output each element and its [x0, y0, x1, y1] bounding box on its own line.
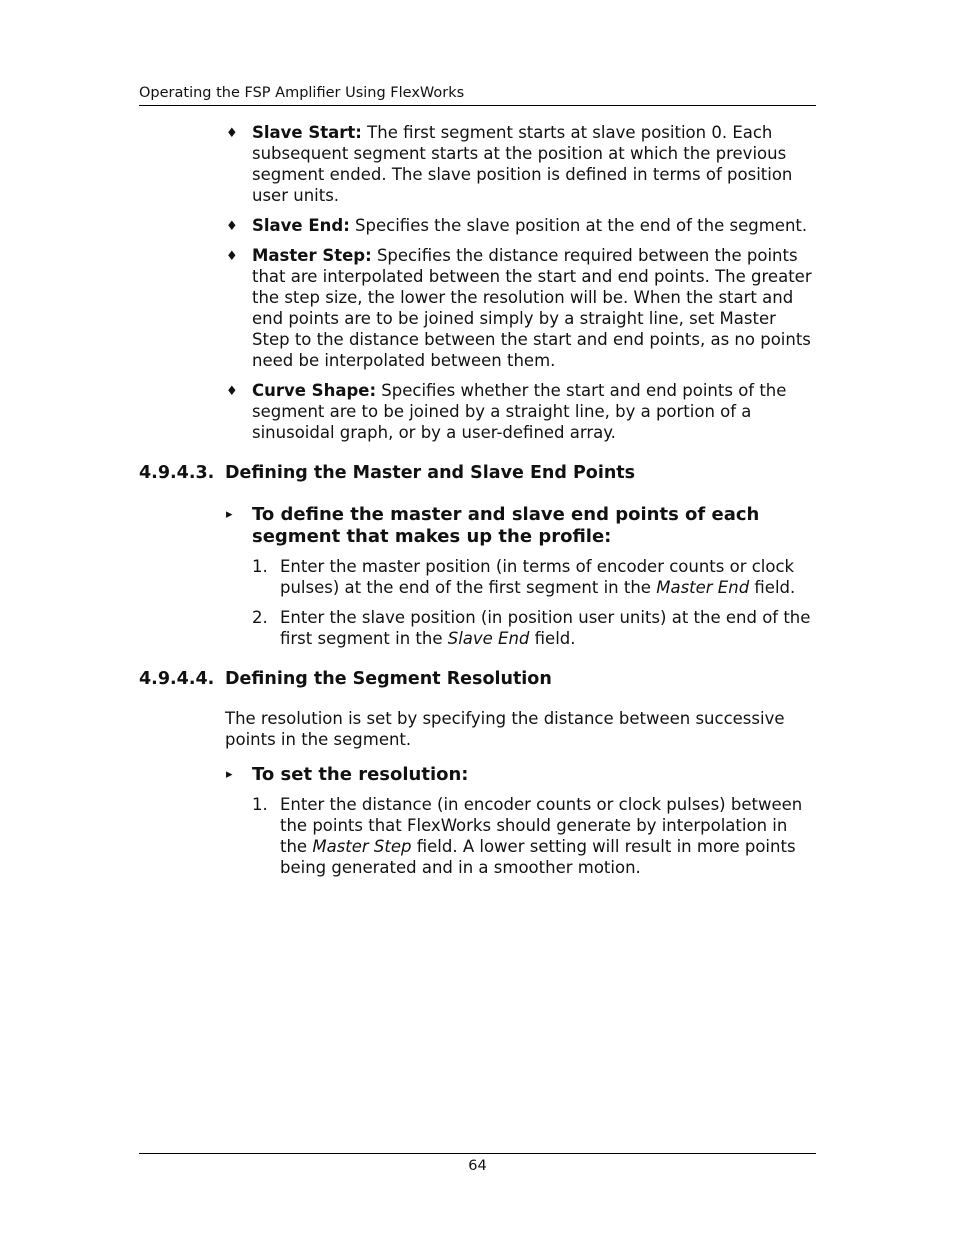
procedure-title: To set the resolution:	[252, 764, 469, 785]
section-intro: The resolution is set by specifying the distance between successive points in the segment.	[225, 709, 785, 749]
procedure-steps	[252, 794, 816, 878]
step-text-end: field.	[749, 578, 796, 597]
step-item	[252, 794, 816, 878]
procedure-heading	[226, 764, 816, 786]
diamond-bullet-icon: ♦	[226, 219, 238, 234]
definition: The first segment starts at slave position 0. Each subsequent segment starts at the position at which the previous segment ended. The slave position is defined in terms of position user units.	[252, 123, 793, 205]
page-content	[139, 122, 816, 887]
page-number: 64	[468, 1158, 487, 1174]
list-item-curve-shape	[226, 380, 816, 443]
step-text: Enter the slave position (in position user units) at the end of the first segment in the	[280, 608, 811, 648]
step-number: 1.	[252, 557, 268, 576]
term: Slave Start:	[252, 123, 362, 142]
diamond-bullet-icon: ♦	[226, 126, 238, 141]
section-title: Defining the Segment Resolution	[225, 669, 552, 689]
procedure-heading	[226, 504, 816, 548]
step-text-end: field. A lower setting will result in more points being generated and in a smoother motion.	[280, 837, 796, 877]
definition: Specifies the distance required between the points that are interpolated between the start and end points. The greater the step size, the lower the resolution will be. When the start and end points are to be joined simply by a straight line, set Master Step to the distance between the start and end points, as no points need be interpolated between them.	[252, 246, 812, 370]
diamond-bullet-icon: ♦	[226, 384, 238, 399]
list-item-slave-start	[226, 122, 816, 206]
step-text: Enter the distance (in encoder counts or clock pulses) between the points that FlexWorks should generate by interpolation in the	[280, 795, 803, 856]
field-name: Master End	[656, 578, 750, 597]
footer-rule	[139, 1153, 816, 1154]
section-number: 4.9.4.3.	[139, 463, 215, 483]
term: Curve Shape:	[252, 381, 377, 400]
step-number: 1.	[252, 795, 268, 814]
step-item	[252, 607, 816, 649]
section-number: 4.9.4.4.	[139, 669, 215, 689]
running-header	[139, 84, 816, 106]
step-number: 2.	[252, 608, 268, 627]
step-item	[252, 556, 816, 598]
field-definitions-list	[226, 122, 816, 443]
definition: Specifies whether the start and end points of the segment are to be joined by a straight line, by a portion of a sinusoidal graph, or by a user-defined array.	[252, 381, 787, 442]
field-name: Master Step	[312, 837, 412, 856]
procedure-steps	[252, 556, 816, 649]
section-heading-4944	[139, 668, 816, 690]
section-title: Defining the Master and Slave End Points	[225, 463, 636, 483]
section-heading-4943	[139, 462, 816, 484]
list-item-slave-end	[226, 215, 816, 236]
header-title: Operating the FSP Amplifier Using FlexWorks	[139, 85, 465, 101]
step-text-end: field.	[529, 629, 576, 648]
procedure-title: To define the master and slave end points of each segment that makes up the profile:	[252, 504, 760, 547]
step-text: Enter the master position (in terms of encoder counts or clock pulses) at the end of the first segment in the	[280, 557, 795, 597]
triangle-right-icon: ▸	[226, 767, 233, 782]
list-item-master-step	[226, 245, 816, 371]
term: Master Step:	[252, 246, 372, 265]
field-name: Slave End	[447, 629, 530, 648]
term: Slave End:	[252, 216, 350, 235]
diamond-bullet-icon: ♦	[226, 249, 238, 264]
definition: Specifies the slave position at the end of the segment.	[349, 216, 808, 235]
triangle-right-icon: ▸	[226, 507, 233, 522]
